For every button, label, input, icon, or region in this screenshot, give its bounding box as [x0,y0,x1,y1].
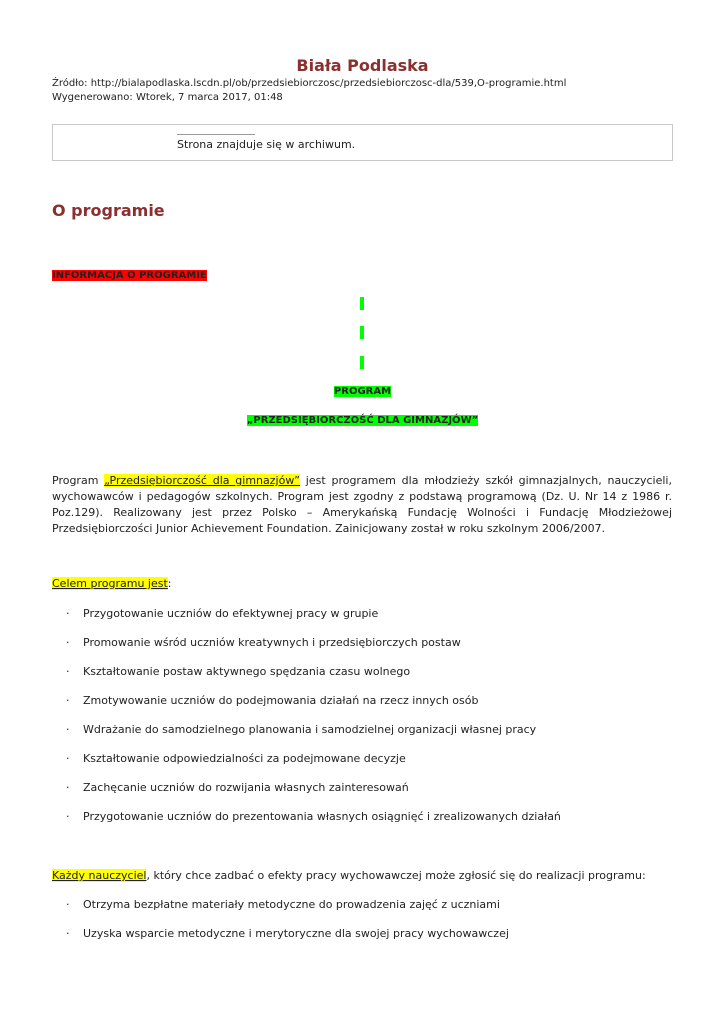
goal-item [66,752,406,765]
bullet-dot: · [66,927,70,940]
goal-item-text: Przygotowanie uczniów do efektywnej pracy w grupie [83,607,379,620]
goal-item [66,810,561,823]
teacher-label: Każdy nauczyciel [52,869,147,882]
program-name-text: „PRZEDSIĘBIORCZOŚĆ DLA GIMNAZJÓW” [246,415,479,426]
green-marker [360,326,364,339]
bullet-dot: · [66,607,70,620]
source-url: Źródło: http://bialapodlaska.lscdn.pl/ob/przedsiebiorczosc/przedsiebiorczosc-dla/539,O-programie.html [52,78,567,89]
bullet-dot: · [66,752,70,765]
green-marker [360,297,364,310]
goal-item-text: Wdrażanie do samodzielnego planowania i samodzielnej organizacji własnej pracy [83,723,537,736]
bullet-dot: · [66,694,70,707]
teacher-item [66,898,500,911]
intro-lead: Program [52,474,105,487]
bullet-dot: · [66,665,70,678]
goal-item-text: Przygotowanie uczniów do prezentowania własnych osiągnięć i zrealizowanych działań [83,810,561,823]
info-label [52,270,207,281]
teacher-item-text: Uzyska wsparcie metodyczne i merytoryczne dla swojej pracy wychowawczej [83,927,509,940]
program-label [0,386,725,397]
teacher-heading [52,869,646,882]
goal-item-text: Zmotywowanie uczniów do podejmowania działań na rzecz innych osób [83,694,479,707]
teacher-rest: , który chce zadbać o efekty pracy wychowawczej może zgłosić się do realizacji programu: [146,869,646,882]
archive-text: Strona znajduje się w archiwum. [177,138,356,151]
intro-rest: jest programem dla młodzieży szkół gimnazjalnych, nauczycieli, wychowawców i pedagogów szkolnych. Program jest zgodny z podstawą programową (Dz. U. Nr 14 z 1986 r. Poz.129). Realizowany jest przez Polsko – Amerykańską Fundację Wolności i Fundację Młodzieżowej Przedsiębiorczości Junior Achievement Foundation. Zainicjowany został w roku szkolnym 2006/2007. [52,474,672,535]
goals-label: Celem programu jest [52,577,168,590]
intro-paragraph [52,473,672,537]
goal-item-text: Kształtowanie postaw aktywnego spędzania czasu wolnego [83,665,411,678]
goal-item [66,781,409,794]
goal-item [66,607,378,620]
goal-item [66,636,461,649]
info-label-text: INFORMACJA O PROGRAMIE [52,270,207,281]
site-title: Biała Podlaska [296,56,429,75]
program-name [0,415,725,426]
goal-item [66,723,536,736]
archive-notice [52,124,673,161]
intro-highlight: „Przedsiębiorczość dla gimnazjów” [104,474,301,487]
goal-item [66,665,410,678]
goal-item-text: Zachęcanie uczniów do rozwijania własnych zainteresowań [83,781,409,794]
page-title: O programie [52,201,165,220]
goal-item-text: Kształtowanie odpowiedzialności za podejmowane decyzje [83,752,406,765]
bullet-dot: · [66,723,70,736]
generated-date: Wygenerowano: Wtorek, 7 marca 2017, 01:48 [52,92,283,103]
archive-divider [177,134,255,135]
goals-label-suffix: : [167,577,172,590]
goals-heading [52,577,172,590]
program-label-text: PROGRAM [333,386,392,397]
bullet-dot: · [66,810,70,823]
green-marker [360,356,364,369]
teacher-item [66,927,509,940]
bullet-dot: · [66,781,70,794]
goal-item [66,694,478,707]
teacher-item-text: Otrzyma bezpłatne materiały metodyczne do prowadzenia zajęć z uczniami [83,898,500,911]
goal-item-text: Promowanie wśród uczniów kreatywnych i przedsiębiorczych postaw [83,636,461,649]
bullet-dot: · [66,898,70,911]
bullet-dot: · [66,636,70,649]
